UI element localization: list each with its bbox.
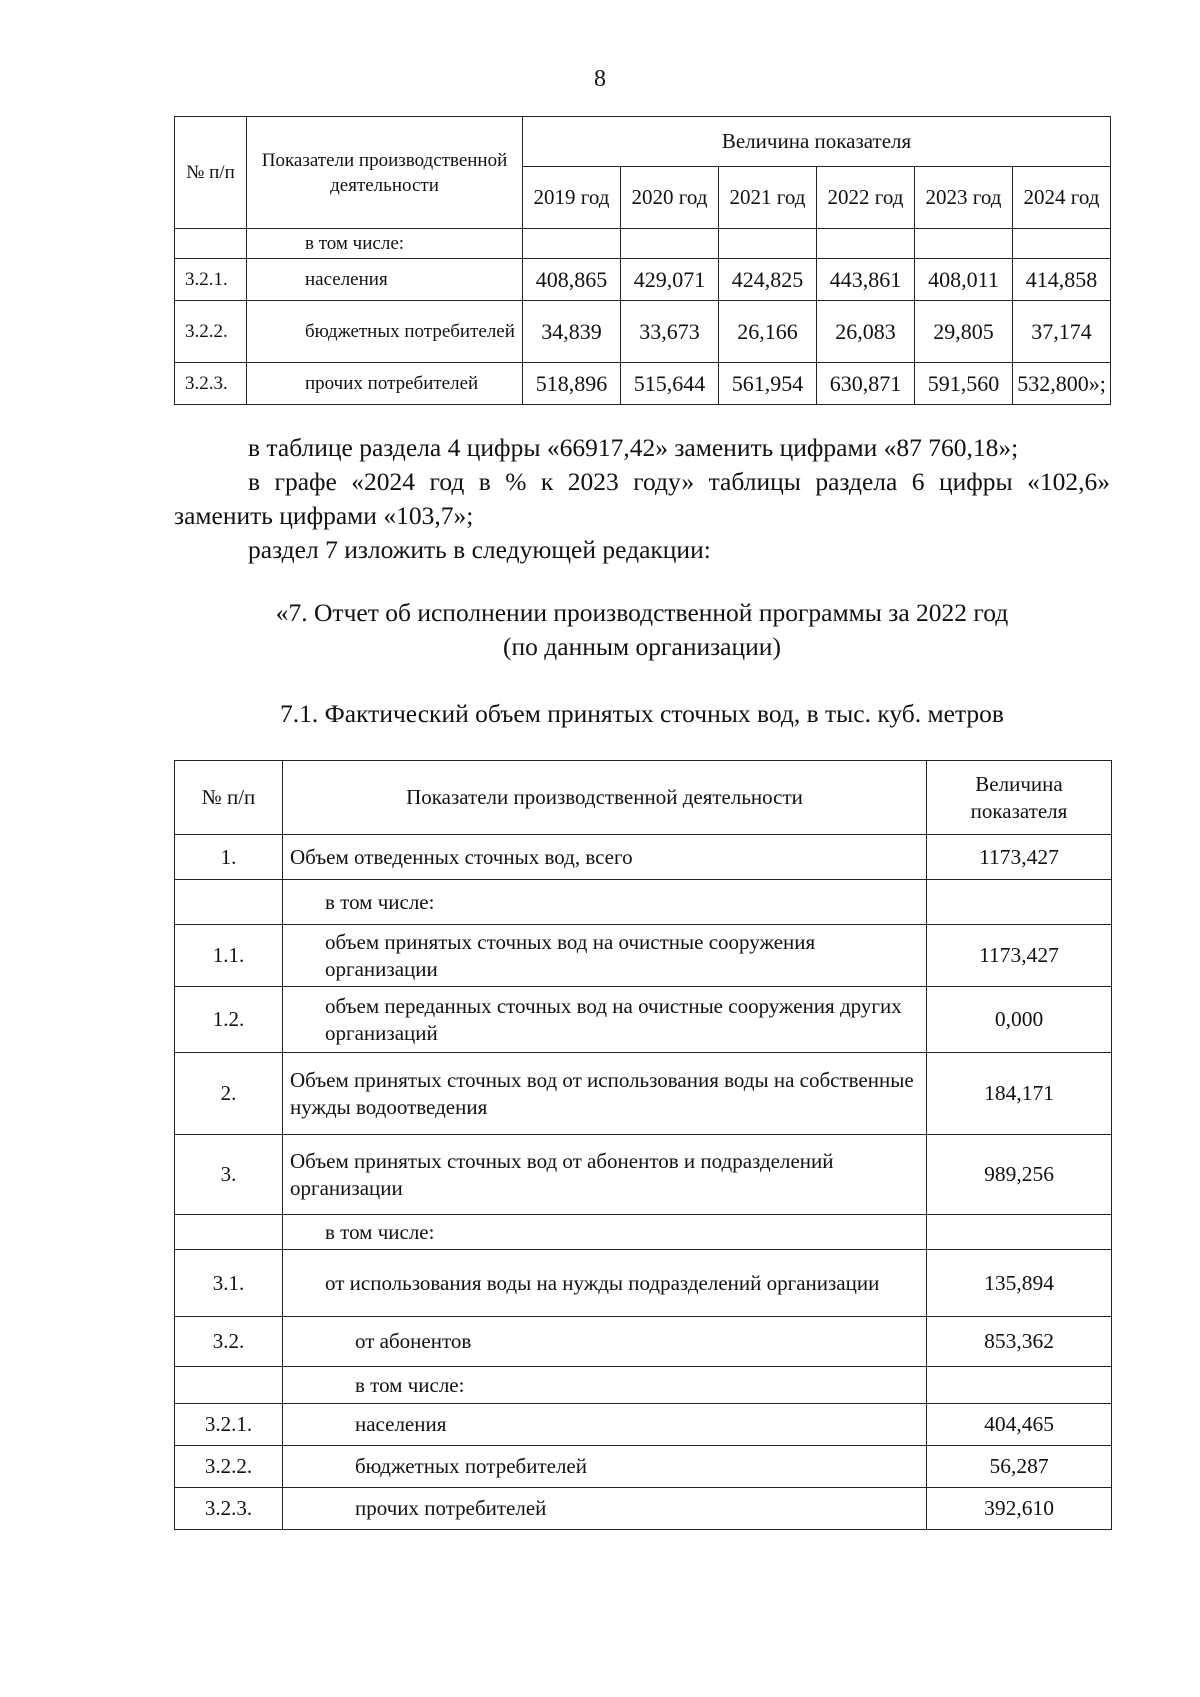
header-value: Величина показателя	[927, 761, 1112, 835]
table-row	[175, 1446, 1112, 1488]
section-title: «7. Отчет об исполнении производственной программы за 2022 год	[275, 598, 1009, 627]
row-value: 408,011	[915, 259, 1013, 301]
row-label: в том числе:	[283, 1367, 927, 1404]
row-value: 26,166	[719, 301, 817, 363]
row-value	[927, 880, 1112, 925]
row-code: 1.1.	[175, 925, 283, 987]
row-code: 3.2.1.	[175, 1404, 283, 1446]
row-value	[719, 229, 817, 259]
row-value: 518,896	[523, 363, 621, 405]
row-code: 1.	[175, 835, 283, 880]
row-code: 3.1.	[175, 1250, 283, 1317]
row-value: 630,871	[817, 363, 915, 405]
table-row	[175, 259, 1111, 301]
table-row	[175, 1250, 1112, 1317]
row-value: 56,287	[927, 1446, 1112, 1488]
row-code	[175, 880, 283, 925]
row-value	[915, 229, 1013, 259]
header-indicators: Показатели производственной деятельности	[283, 761, 927, 835]
row-value: 29,805	[915, 301, 1013, 363]
row-value: 392,610	[927, 1488, 1112, 1530]
paragraph-section6-line2: заменить цифрами «103,7»;	[174, 501, 474, 530]
row-value: 135,894	[927, 1250, 1112, 1317]
row-value	[817, 229, 915, 259]
row-value: 989,256	[927, 1135, 1112, 1215]
header-year: 2023 год	[915, 167, 1013, 229]
header-year: 2021 год	[719, 167, 817, 229]
table-row	[175, 229, 1111, 259]
paragraph-section7: раздел 7 изложить в следующей редакции:	[248, 535, 711, 564]
row-code	[175, 229, 247, 259]
header-indicators: Показатели производственной деятельности	[247, 117, 523, 229]
row-value: 591,560	[915, 363, 1013, 405]
row-value: 532,800»;	[1013, 363, 1111, 405]
row-label: бюджетных потребителей	[247, 301, 523, 363]
subsection-title: 7.1. Фактический объем принятых сточных вод, в тыс. куб. метров	[280, 699, 1004, 728]
row-label: в том числе:	[247, 229, 523, 259]
row-label: Объем отведенных сточных вод, всего	[283, 835, 927, 880]
row-code: 3.2.2.	[175, 301, 247, 363]
table-row	[175, 925, 1112, 987]
row-value: 414,858	[1013, 259, 1111, 301]
row-label: от использования воды на нужды подразделений организации	[283, 1250, 927, 1317]
table-row	[175, 1317, 1112, 1367]
row-code: 2.	[175, 1053, 283, 1135]
row-value	[523, 229, 621, 259]
production-indicators-table	[174, 116, 1111, 405]
row-label: прочих потребителей	[283, 1488, 927, 1530]
table-row	[175, 987, 1112, 1053]
paragraph-section6-line1: в графе «2024 год в % к 2023 году» таблицы раздела 6 цифры «102,6»	[248, 467, 1110, 496]
row-label: Объем принятых сточных вод от использования воды на собственные нужды водоотведения	[283, 1053, 927, 1135]
table-row	[175, 301, 1111, 363]
row-label: прочих потребителей	[247, 363, 523, 405]
row-value: 408,865	[523, 259, 621, 301]
header-year: 2020 год	[621, 167, 719, 229]
row-code: 3.2.2.	[175, 1446, 283, 1488]
row-value: 515,644	[621, 363, 719, 405]
paragraph-section4: в таблице раздела 4 цифры «66917,42» заменить цифрами «87 760,18»;	[248, 433, 1019, 462]
row-code: 3.2.	[175, 1317, 283, 1367]
row-code	[175, 1367, 283, 1404]
row-value: 561,954	[719, 363, 817, 405]
row-value: 443,861	[817, 259, 915, 301]
row-label: объем принятых сточных вод на очистные сооружения организации	[283, 925, 927, 987]
page-number: 8	[594, 66, 606, 92]
table-row	[175, 1053, 1112, 1135]
table-row	[175, 1135, 1112, 1215]
row-value: 184,171	[927, 1053, 1112, 1135]
row-value: 424,825	[719, 259, 817, 301]
table-row	[175, 1488, 1112, 1530]
row-value	[927, 1367, 1112, 1404]
row-value: 34,839	[523, 301, 621, 363]
row-label: от абонентов	[283, 1317, 927, 1367]
row-label: объем переданных сточных вод на очистные сооружения других организаций	[283, 987, 927, 1053]
header-year: 2024 год	[1013, 167, 1111, 229]
table-row	[175, 1404, 1112, 1446]
row-value	[927, 1215, 1112, 1250]
row-value: 1173,427	[927, 925, 1112, 987]
row-value: 37,174	[1013, 301, 1111, 363]
row-value: 404,465	[927, 1404, 1112, 1446]
row-value: 33,673	[621, 301, 719, 363]
table-row	[175, 1367, 1112, 1404]
row-code	[175, 1215, 283, 1250]
row-label: бюджетных потребителей	[283, 1446, 927, 1488]
row-code: 1.2.	[175, 987, 283, 1053]
row-value	[1013, 229, 1111, 259]
table-row	[175, 1215, 1112, 1250]
row-value: 1173,427	[927, 835, 1112, 880]
header-year: 2022 год	[817, 167, 915, 229]
row-value: 429,071	[621, 259, 719, 301]
section-subtitle: (по данным организации)	[503, 632, 781, 661]
row-value: 26,083	[817, 301, 915, 363]
table-row	[175, 835, 1112, 880]
table-row	[175, 363, 1111, 405]
row-label: в том числе:	[283, 880, 927, 925]
wastewater-volume-table	[174, 760, 1112, 1530]
row-code: 3.	[175, 1135, 283, 1215]
row-value: 853,362	[927, 1317, 1112, 1367]
row-label: населения	[247, 259, 523, 301]
row-code: 3.2.3.	[175, 363, 247, 405]
row-label: Объем принятых сточных вод от абонентов и подразделений организации	[283, 1135, 927, 1215]
row-label: населения	[283, 1404, 927, 1446]
header-value-group: Величина показателя	[523, 117, 1111, 167]
row-value	[621, 229, 719, 259]
table-row	[175, 880, 1112, 925]
row-code: 3.2.3.	[175, 1488, 283, 1530]
header-num: № п/п	[175, 117, 247, 229]
header-year: 2019 год	[523, 167, 621, 229]
row-value: 0,000	[927, 987, 1112, 1053]
row-code: 3.2.1.	[175, 259, 247, 301]
header-num: № п/п	[175, 761, 283, 835]
row-label: в том числе:	[283, 1215, 927, 1250]
